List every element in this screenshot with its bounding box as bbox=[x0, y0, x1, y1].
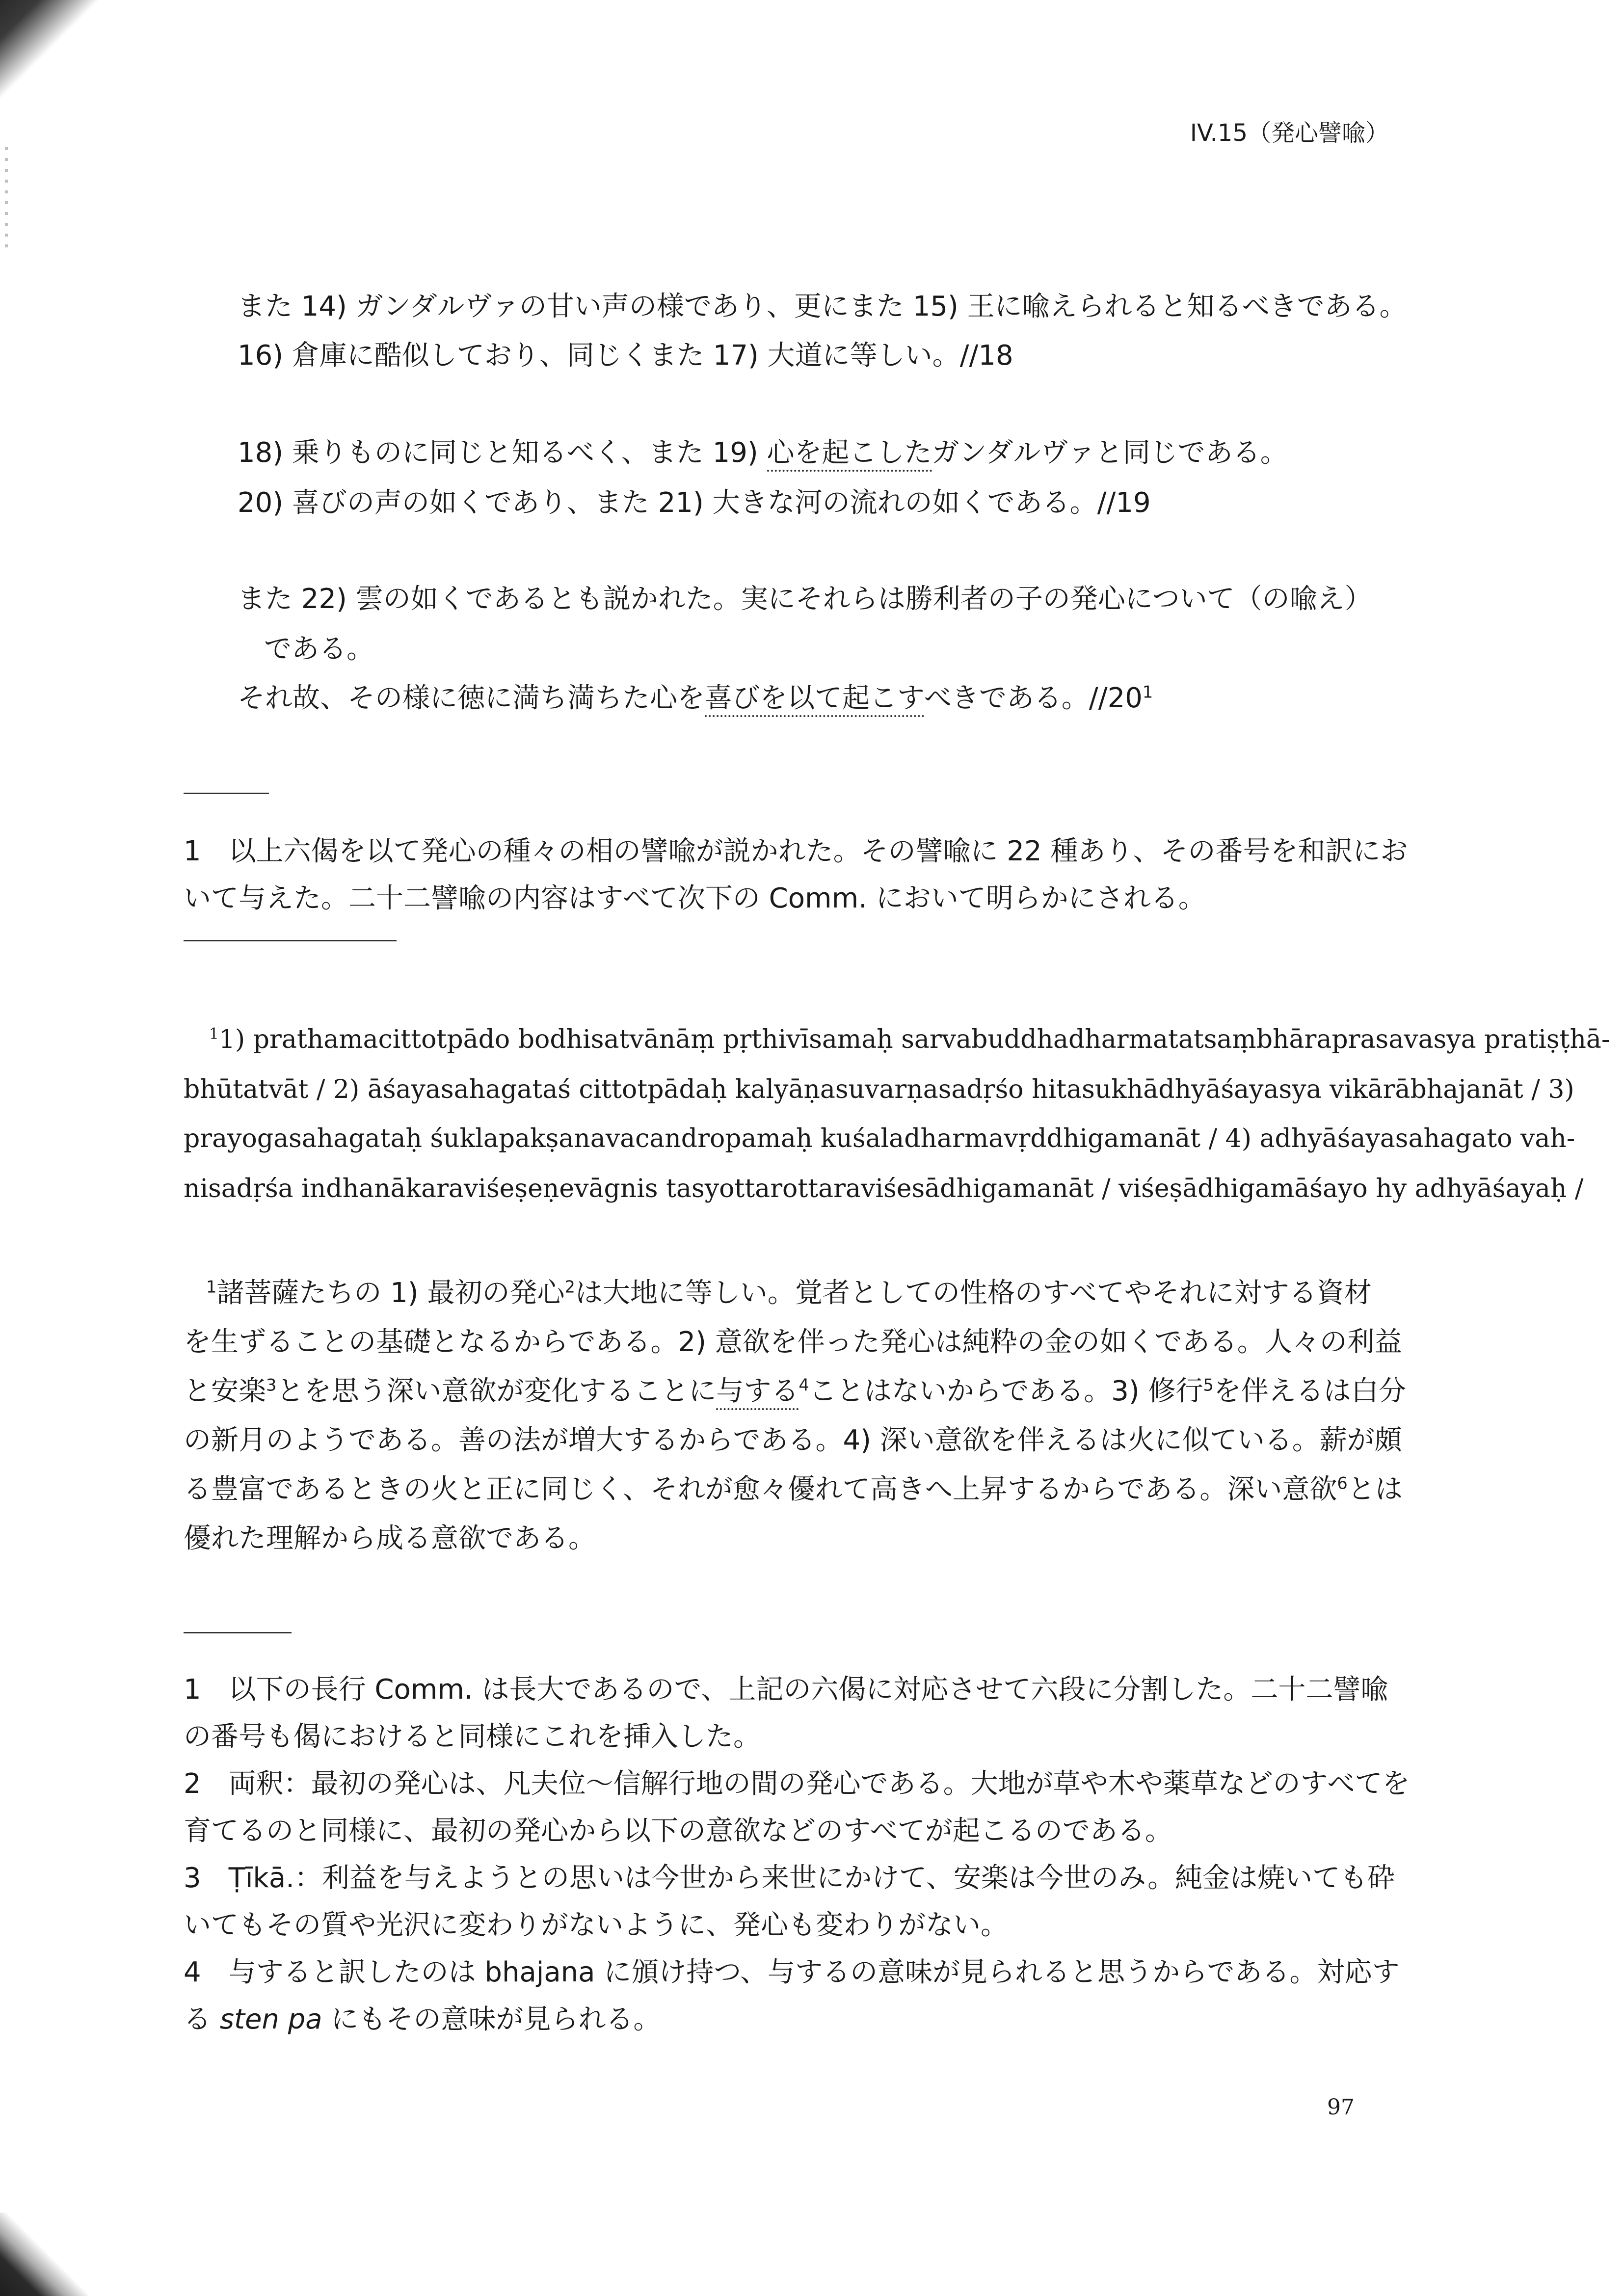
translation-line-3-c: ことはないからである。3) 修行 bbox=[809, 1375, 1203, 1407]
translation-line-5-b: とは bbox=[1347, 1473, 1403, 1505]
verse-19-line-1 bbox=[238, 431, 1288, 470]
sanskrit-line-3: prayogasahagataḥ śuklapakṣanavacandropamaḥ kuśaladharmavṛddhigamanāt / 4) adhyāśayasahagato vah- bbox=[184, 1124, 1575, 1153]
translation-line-4: の新月のようである。善の法が増大するからである。4) 深い意欲を伴えるは火に似ている。薪が頗 bbox=[184, 1424, 1402, 1456]
scan-shadow-bottom-left bbox=[0, 2213, 98, 2296]
translation-line-3-b: とを思う深い意欲が変化することに bbox=[276, 1375, 717, 1407]
translation-sup-1: 1 bbox=[206, 1277, 217, 1297]
page-number: 97 bbox=[1327, 2095, 1355, 2120]
verse-20-line-2: である。 bbox=[264, 633, 374, 665]
translation-line-6: 優れた理解から成る意欲である。 bbox=[184, 1522, 596, 1554]
scan-shadow-top-left bbox=[0, 0, 118, 98]
footnote-2-4-line-1: 4 与すると訳したのは bhajana に頒け持つ、与するの意味が見られると思うからである。対応す bbox=[184, 1956, 1400, 1988]
section-rule bbox=[184, 940, 397, 941]
footnote-1-line-1: 1 以上六偈を以て発心の種々の相の譬喩が説かれた。その譬喩に 22 種あり、その番号を和訳にお bbox=[184, 835, 1408, 867]
footnote-2-3-line-2: いてもその質や光沢に変わりがないように、発心も変わりがない。 bbox=[184, 1909, 1008, 1941]
sanskrit-line-1-text: 1) prathamacittotpādo bodhisatvānāṃ pṛthivīsamaḥ sarvabuddhadharmatatsaṃbhāraprasavasya pratiṣṭhā- bbox=[218, 1025, 1610, 1054]
translation-line-5 bbox=[184, 1468, 1403, 1507]
translation-sup-3: 3 bbox=[266, 1375, 277, 1395]
verse-20-text-a: それ故、その様に徳に満ち満ちた心を bbox=[238, 682, 705, 714]
footnote-2-4-text-b: にもその意味が見られる。 bbox=[322, 2003, 661, 2035]
translation-sup-5: 5 bbox=[1203, 1375, 1214, 1395]
verse-18-line-1: また 14) ガンダルヴァの甘い声の様であり、更にまた 15) 王に喩えられると知るべきである。 bbox=[238, 291, 1407, 322]
footnote-2-3-line-1: 3 Ṭīkā.：利益を与えようとの思いは今世から来世にかけて、安楽は今世のみ。純金は焼いても砕 bbox=[184, 1862, 1395, 1894]
verse-19-text-a: 18) 乗りものに同じと知るべく、また 19) bbox=[238, 437, 767, 469]
verse-18-line-2: 16) 倉庫に酷似しており、同じくまた 17) 大道に等しい。//18 bbox=[238, 340, 1013, 372]
translation-line-2: を生ずることの基礎となるからである。2) 意欲を伴った発心は純粋の金の如くである。人々の利益 bbox=[184, 1326, 1402, 1358]
verse-19-text-b: ガンダルヴァと同じである。 bbox=[932, 437, 1288, 469]
translation-line-1 bbox=[206, 1271, 1372, 1310]
sanskrit-line-4: nisadṛśa indhanākaraviśeṣeṇevāgnis tasyottarottaraviśesādhigamanāt / viśeṣādhigamāśayo hy adhyāśayaḥ / bbox=[184, 1174, 1584, 1203]
translation-line-3 bbox=[184, 1369, 1406, 1409]
verse-19-dotted-phrase: 心を起こした bbox=[767, 437, 932, 472]
footnote-2-2-line-2: 育てるのと同様に、最初の発心から以下の意欲などのすべてが起こるのである。 bbox=[184, 1815, 1172, 1847]
verse-19-line-2: 20) 喜びの声の如くであり、また 21) 大きな河の流れの如くである。//19 bbox=[238, 487, 1151, 519]
translation-dotted-phrase: 与する bbox=[716, 1375, 799, 1410]
footnote-2-4-italic-term: sten pa bbox=[219, 2003, 322, 2035]
footnote-2-1-line-1: 1 以下の長行 Comm. は長大であるので、上記の六偈に対応させて六段に分割した。二十二譬喩 bbox=[184, 1674, 1388, 1706]
footnote-2-2-line-1: 2 両釈：最初の発心は、凡夫位〜信解行地の間の発心である。大地が草や木や薬草などのすべてを bbox=[184, 1768, 1410, 1800]
translation-sup-2: 2 bbox=[564, 1277, 575, 1297]
translation-line-3-d: を伴えるは白分 bbox=[1213, 1375, 1406, 1407]
translation-sup-4: 4 bbox=[799, 1375, 809, 1395]
footnote-2-4-text-a: る bbox=[184, 2003, 220, 2035]
footnote-ref-1: 1 bbox=[1142, 682, 1153, 702]
sanskrit-line-2: bhūtatvāt / 2) āśayasahagataś cittotpādaḥ kalyāṇasuvarṇasadṛśo hitasukhādhyāśayasya vikārābhajanāt / 3) bbox=[184, 1075, 1574, 1104]
verse-20-line-3 bbox=[238, 676, 1153, 716]
scan-edge-marks bbox=[5, 147, 8, 255]
verse-20-line-1: また 22) 雲の如くであるとも説かれた。実にそれらは勝利者の子の発心について（の喩え） bbox=[238, 583, 1372, 615]
footnote-1-line-2: いて与えた。二十二譬喩の内容はすべて次下の Comm. において明らかにされる。 bbox=[184, 882, 1206, 914]
footnote-rule-1 bbox=[184, 793, 269, 794]
verse-20-text-b: べきである。//20 bbox=[924, 682, 1143, 714]
footnote-2-4-line-2 bbox=[184, 1998, 661, 2037]
translation-line-5-a: る豊富であるときの火と正に同じく、それが愈々優れて高きへ上昇するからである。深い意欲 bbox=[184, 1473, 1337, 1505]
translation-sup-6: 6 bbox=[1337, 1473, 1348, 1493]
translation-line-3-a: と安楽 bbox=[184, 1375, 266, 1407]
translation-line-1-a: 諸菩薩たちの 1) 最初の発心 bbox=[216, 1277, 565, 1309]
footnote-rule-2 bbox=[184, 1632, 292, 1633]
sanskrit-line-1 bbox=[184, 1025, 1610, 1054]
footnote-2-1-line-2: の番号も偈におけると同様にこれを挿入した。 bbox=[184, 1721, 761, 1753]
translation-line-1-b: は大地に等しい。覚者としての性格のすべてやそれに対する資材 bbox=[575, 1277, 1372, 1309]
verse-20-dotted-phrase: 喜びを以て起こす bbox=[705, 682, 924, 717]
sanskrit-sup: 1 bbox=[209, 1025, 219, 1043]
running-header: IV.15（発心譬喩） bbox=[1190, 119, 1389, 147]
